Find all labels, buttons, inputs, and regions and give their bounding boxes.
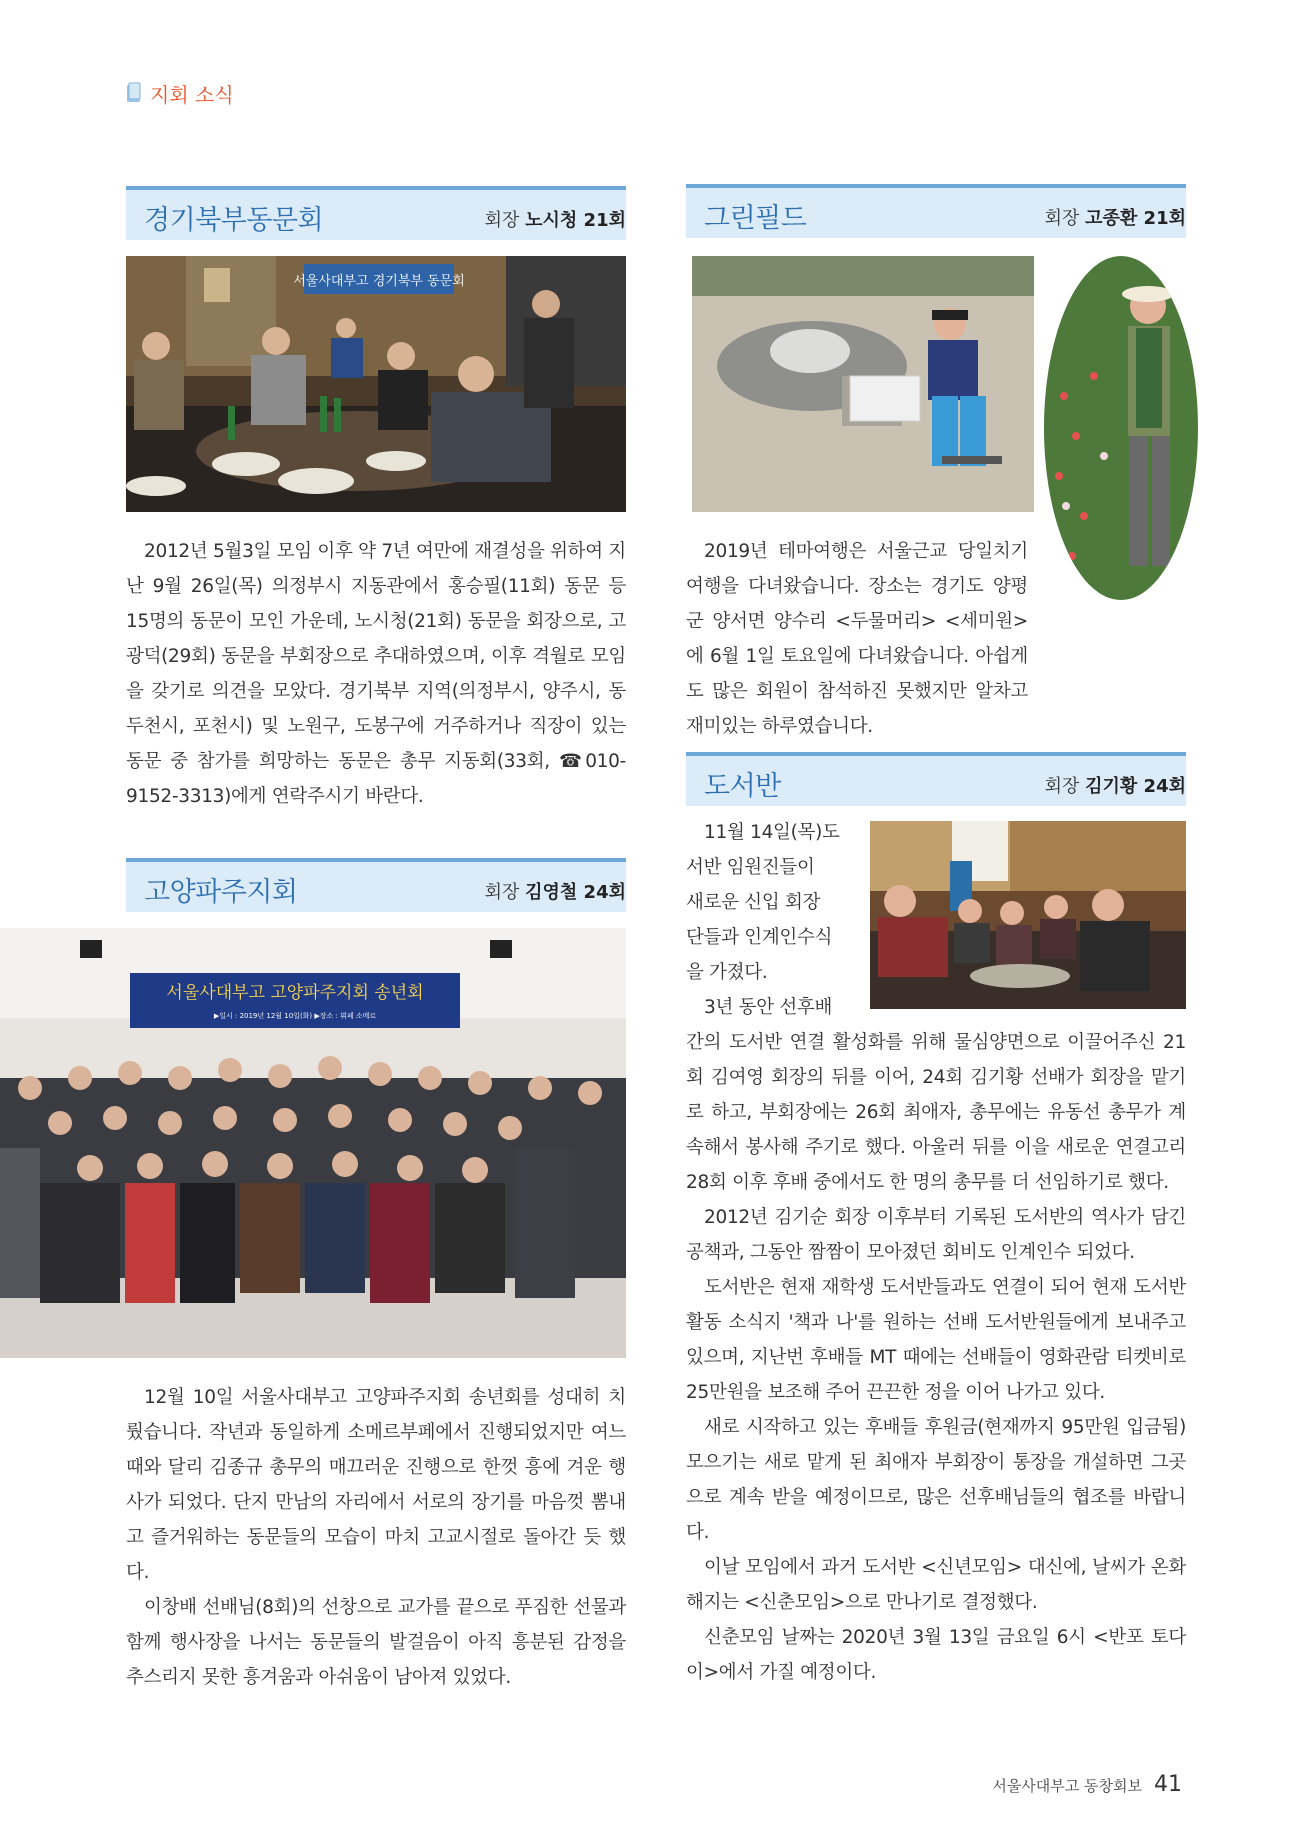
section-tag [126, 78, 234, 108]
greenfield-title: 그린필드 [704, 203, 807, 234]
library-article [686, 1025, 1186, 1690]
document-icon [126, 82, 142, 104]
section-label: 지회 소식 [150, 82, 234, 107]
library-paragraph: 간의 도서반 연결 활성화를 위해 물심양면으로 이끌어주신 21회 김여영 회장의 뒤를 이어, 24회 김기황 선배가 회장을 맡기로 하고, 부회장에는 26회 최애자, 총무에는 유동선 총무가 계속해서 봉사해 주기로 했다. 아울러 뒤를 이을 새로운 연결고리 28회 이후 후배 중에서도 한 명의 총무를 더 선임하기로 했다. [686, 1032, 1186, 1193]
greenfield-president: 회장 고종환 21회 [1044, 208, 1186, 229]
goyang-paragraph: 12월 10일 서울사대부고 고양파주지회 송년회를 성대히 치뤘습니다. 작년과 동일하게 소메르부페에서 진행되었지만 여느때와 달리 김종규 총무의 매끄러운 진행으로 한껏 흥에 겨운 행사가 되었다. 단지 만남의 자리에서 서로의 장기를 마음껏 뽐내고 즐거워하는 동문들의 모습이 마치 고교시절로 돌아간 듯 했다. [126, 1387, 626, 1583]
goyang-banner-sub: ▶일시 : 2019년 12월 10일(화) ▶장소 : 뷔페 소메르 [213, 1012, 377, 1020]
library-intro-line: 을 가졌다. [686, 962, 768, 983]
library-photo [870, 821, 1186, 1009]
goyang-photo [0, 928, 626, 1358]
library-president: 회장 김기황 24회 [1044, 776, 1186, 797]
library-intro-line: 서반 임원진들이 [686, 857, 815, 878]
goyang-header [126, 858, 626, 912]
library-intro-line: 새로운 신입 회장 [686, 892, 821, 913]
library-paragraph: 이날 모임에서 과거 도서반 <신년모임> 대신에, 날씨가 온화해지는 <신춘모임>으로 만나기로 결정했다. [686, 1557, 1186, 1613]
gyeonggi-article [126, 534, 626, 814]
gyeonggi-banner: 서울사대부고 경기북부 동문회 [293, 274, 465, 289]
library-paragraph: 새로 시작하고 있는 후배들 후원금(현재까지 95만원 입금됨) 모으기는 새로 맡게 된 최애자 부회장이 통장을 개설하면 그곳으로 계속 받을 예정이므로, 많은 선후배님들의 협조를 바랍니다. [686, 1417, 1186, 1543]
goyang-president: 회장 김영철 24회 [484, 882, 626, 903]
greenfield-paragraph: 2019년 테마여행은 서울근교 당일치기 여행을 다녀왔습니다. 장소는 경기도 양평군 양서면 양수리 <두물머리> <세미원>에 6월 1일 토요일에 다녀왔습니다. 아쉽게도 많은 회원이 참석하진 못했지만 알차고 재미있는 하루였습니다. [686, 541, 1028, 737]
library-title: 도서반 [704, 771, 781, 802]
library-header [686, 752, 1186, 806]
gyeonggi-president: 회장 노시청 21회 [484, 210, 626, 231]
page-footer [992, 1772, 1182, 1797]
library-intro-line: 3년 동안 선후배 [704, 997, 833, 1018]
greenfield-photo-1 [692, 256, 1034, 512]
goyang-paragraph: 이창배 선배님(8회)의 선창으로 교가를 끝으로 푸짐한 선물과 함께 행사장을 나서는 동문들의 발걸음이 아직 흥분된 감정을 추스리지 못한 흥겨움과 아쉬움이 남아져 있었다. [126, 1597, 626, 1688]
greenfield-photo-2 [1044, 256, 1198, 600]
greenfield-article [686, 534, 1028, 744]
library-intro-line: 단들과 인계인수식 [686, 927, 833, 948]
publication-name: 서울사대부고 동창회보 [992, 1777, 1142, 1795]
goyang-title: 고양파주지회 [144, 877, 298, 908]
goyang-banner: 서울사대부고 고양파주지회 송년회 [166, 983, 424, 1003]
gyeonggi-paragraph: 2012년 5월3일 모임 이후 약 7년 여만에 재결성을 위하여 지난 9월 26일(목) 의정부시 지동관에서 홍승필(11회) 동문 등 15명의 동문이 모인 가운데, 노시청(21회) 동문을 회장으로, 고광덕(29회) 동문을 부회장으로 추대하였으며, 이후 격월로 모임을 갖기로 의견을 모았다. 경기북부 지역(의정부시, 양주시, 동두천시, 포천시) 및 노원구, 도봉구에 거주하거나 직장이 있는 동문 중 참가를 희망하는 동문은 총무 지동회(33회, ☎010-9152-3313)에게 연락주시기 바란다. [126, 541, 626, 807]
page-number: 41 [1154, 1772, 1182, 1797]
library-intro [686, 815, 852, 1025]
library-paragraph: 신춘모임 날짜는 2020년 3월 13일 금요일 6시 <반포 토다이>에서 가질 예정이다. [686, 1627, 1186, 1683]
library-paragraph: 2012년 김기순 회장 이후부터 기록된 도서반의 역사가 담긴 공책과, 그동안 짬짬이 모아졌던 회비도 인계인수 되었다. [686, 1207, 1186, 1263]
gyeonggi-header [126, 186, 626, 240]
gyeonggi-title: 경기북부동문회 [144, 205, 324, 236]
library-intro-line: 11월 14일(목)도 [704, 822, 840, 843]
goyang-article [126, 1380, 626, 1695]
library-paragraph: 도서반은 현재 재학생 도서반들과도 연결이 되어 현재 도서반 활동 소식지 '책과 나'를 원하는 선배 도서반원들에게 보내주고 있으며, 지난번 후배들 MT 때에는 선배들이 영화관람 티켓비로 25만원을 보조해 주어 끈끈한 정을 이어 나가고 있다. [686, 1277, 1186, 1403]
gyeonggi-photo [126, 256, 626, 512]
greenfield-header [686, 184, 1186, 238]
